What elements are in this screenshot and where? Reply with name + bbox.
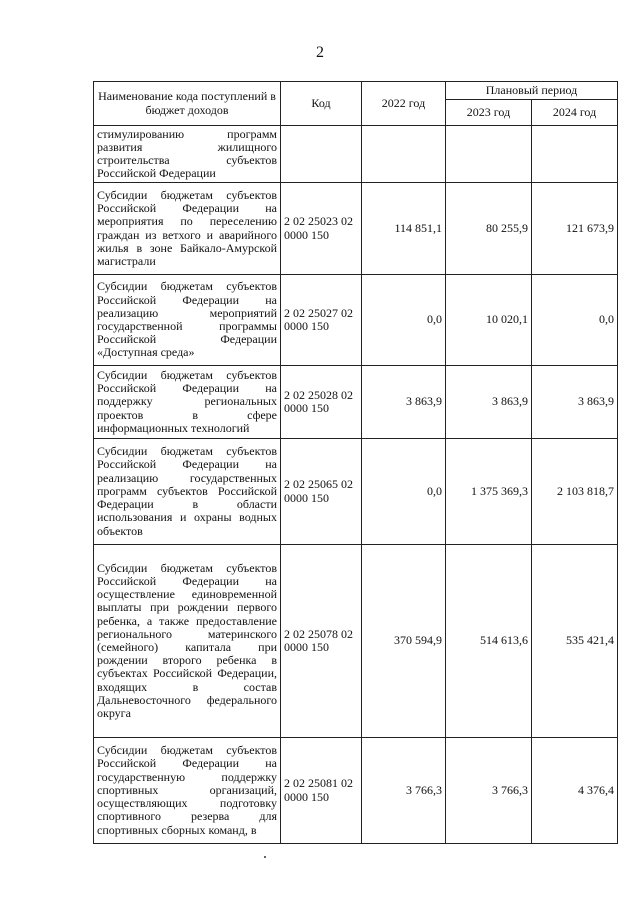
row-name: Субсидии бюджетам субъектов Российской Федерации на поддержку региональных проектов в сфере информационных технологий	[94, 366, 281, 439]
row-2023	[446, 126, 532, 183]
row-2024: 535 421,4	[532, 545, 618, 738]
row-name: Субсидии бюджетам субъектов Российской Федерации на мероприятия по переселению граждан из ветхого и аварийного жилья в зоне Байкало-Амурской магистрали	[94, 183, 281, 275]
page-number: 2	[316, 44, 324, 61]
header-plan-period: Плановый период	[446, 82, 618, 100]
row-code: 2 02 25065 02 0000 150	[281, 439, 362, 545]
table-row	[94, 738, 618, 844]
header-2024: 2024 год	[532, 100, 618, 126]
row-2022: 0,0	[362, 275, 446, 366]
row-2024: 2 103 818,7	[532, 439, 618, 545]
header-code: Код	[281, 82, 362, 126]
row-2023: 3 766,3	[446, 738, 532, 844]
table-row	[94, 126, 618, 183]
row-2024: 3 863,9	[532, 366, 618, 439]
row-2022: 114 851,1	[362, 183, 446, 275]
table-row	[94, 366, 618, 439]
row-code: 2 02 25081 02 0000 150	[281, 738, 362, 844]
row-code: 2 02 25078 02 0000 150	[281, 545, 362, 738]
table-row	[94, 183, 618, 275]
row-2023: 3 863,9	[446, 366, 532, 439]
header-2022: 2022 год	[362, 82, 446, 126]
row-2024: 0,0	[532, 275, 618, 366]
row-code: 2 02 25027 02 0000 150	[281, 275, 362, 366]
row-2023: 10 020,1	[446, 275, 532, 366]
row-name: Субсидии бюджетам субъектов Российской Федерации на реализацию мероприятий государственной программы Российской Федерации «Доступная среда»	[94, 275, 281, 366]
row-2024	[532, 126, 618, 183]
row-2022: 3 766,3	[362, 738, 446, 844]
row-code: 2 02 25023 02 0000 150	[281, 183, 362, 275]
table-row	[94, 275, 618, 366]
row-name: Субсидии бюджетам субъектов Российской Федерации на осуществление единовременной выплаты при рождении первого ребенка, а также предоставление регионального материнского (семейного) капитала при рождении второго ребенка в субъектах Российской Федерации, входящих в состав Дальневосточного федерального округа	[94, 545, 281, 738]
scan-artifact-dot	[264, 856, 266, 858]
row-2023: 80 255,9	[446, 183, 532, 275]
row-2024: 4 376,4	[532, 738, 618, 844]
row-2022: 370 594,9	[362, 545, 446, 738]
table-row	[94, 439, 618, 545]
row-2023: 1 375 369,3	[446, 439, 532, 545]
row-name: Субсидии бюджетам субъектов Российской Федерации на реализацию государственных программ субъектов Российской Федерации в области использования и охраны водных объектов	[94, 439, 281, 545]
row-2022: 3 863,9	[362, 366, 446, 439]
row-2023: 514 613,6	[446, 545, 532, 738]
header-name: Наименование кода поступлений в бюджет доходов	[94, 82, 281, 126]
row-code	[281, 126, 362, 183]
row-name: стимулированию программ развития жилищного строительства субъектов Российской Федерации	[94, 126, 281, 183]
row-2022	[362, 126, 446, 183]
header-2023: 2023 год	[446, 100, 532, 126]
row-2024: 121 673,9	[532, 183, 618, 275]
row-code: 2 02 25028 02 0000 150	[281, 366, 362, 439]
row-2022: 0,0	[362, 439, 446, 545]
budget-revenue-table	[93, 81, 618, 844]
row-name: Субсидии бюджетам субъектов Российской Федерации на государственную поддержку спортивных организаций, осуществляющих подготовку спортивного резерва для спортивных сборных команд, в	[94, 738, 281, 844]
table-row	[94, 545, 618, 738]
